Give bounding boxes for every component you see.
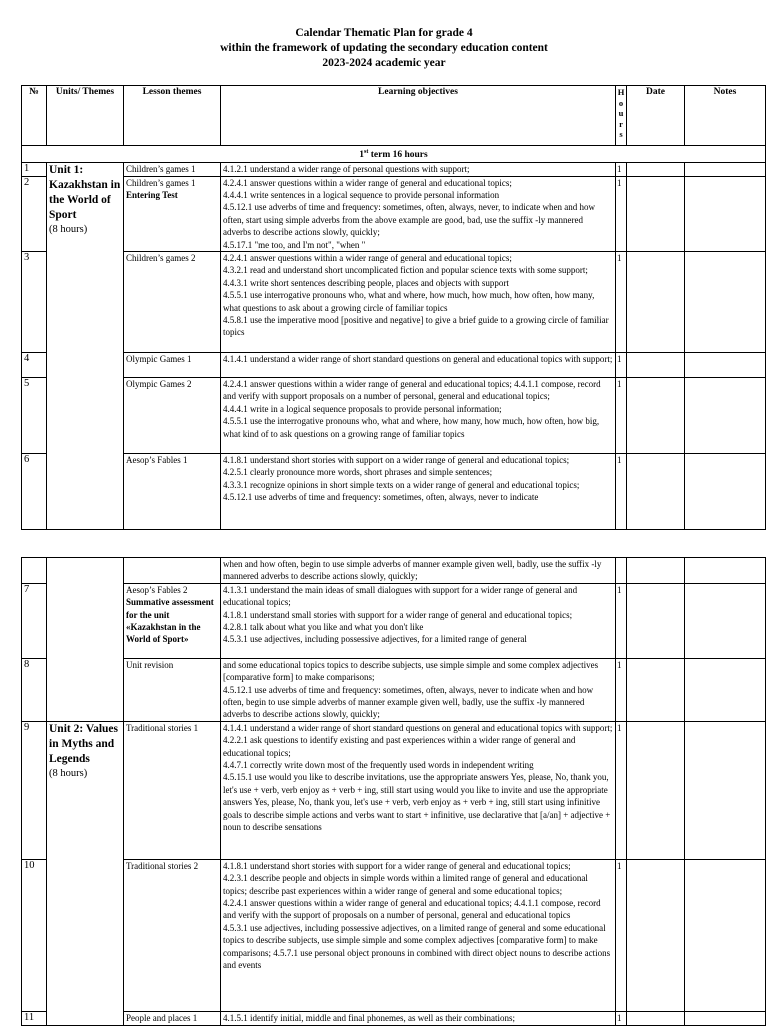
notes-cell: [685, 658, 766, 721]
date-cell: [627, 353, 685, 378]
objective-line: 4.3.2.1 read and understand short uncomplicated fiction and popular science texts with some support;: [223, 265, 588, 276]
objectives-cell: [221, 353, 616, 378]
unit-title: Unit 2: Values in Myths and Legends: [49, 722, 119, 765]
hours-letter: s: [619, 129, 623, 139]
lesson-theme: [124, 176, 221, 251]
lesson-theme: [124, 583, 221, 658]
doc-title-line-3: 2023-2024 academic year: [322, 57, 446, 69]
table-row: [22, 721, 766, 859]
table-row: [22, 583, 766, 658]
notes-cell: [685, 162, 766, 176]
objectives-cell: [221, 162, 616, 176]
lesson-theme: People and places 1: [124, 1011, 221, 1025]
date-cell: [627, 721, 685, 859]
row-number: 10: [22, 859, 47, 1011]
objective-line: 4.5.12.1 use adverbs of time and frequency: sometimes, often, always, never to indicate when and how often, begin to use simple adverbs of manner example given well, badly, use the suffix -ly mannered adverbs to describe actions slowly, quickly;: [223, 684, 594, 720]
hours-cell: 1: [616, 176, 627, 251]
objective-line: 4.2.3.1 describe people and objects in simple words within a limited range of general and educational topics; describe past experiences within a wider range of general and some educational topics;: [223, 873, 588, 896]
lesson-theme: Traditional stories 1: [124, 721, 221, 859]
objectives-cell: [221, 721, 616, 859]
objective-line: 4.1.4.1 understand a wider range of short standard questions on general and educational topics with support;: [223, 722, 613, 733]
row-number: 5: [22, 378, 47, 454]
objective-line: 4.1.8.1 understand short stories with support on a wider range of general and educational topics;: [223, 455, 570, 465]
date-cell: [627, 252, 685, 353]
objective-line: 4.1.2.1 understand a wider range of personal questions with support;: [223, 163, 470, 174]
table-row: [22, 162, 766, 176]
unit-title: Unit 1: Kazakhstan in the World of Sport: [49, 163, 121, 221]
objective-line: 4.2.2.1 ask questions to identify existing and past experiences within a wider range of general and educational topics;: [223, 735, 576, 758]
doc-title-line-1: Calendar Thematic Plan for grade 4: [295, 27, 473, 39]
lesson-theme: Olympic Games 1: [124, 353, 221, 378]
unit-hours: (8 hours): [49, 223, 88, 235]
objective-line: 4.5.17.1 "me too, and I'm not", "when ": [223, 239, 366, 250]
date-cell: [627, 378, 685, 454]
row-number: 6: [22, 454, 47, 530]
objective-line: 4.5.15.1 use would you like to describe invitations, use the appropriate answers Yes, please, No, thank you, let's use + verb, verb enjoy as + verb + ing, still start using would you like to invite and use the appropriate answers Yes, please, No, thank you, let's use + verb, verb enjoy as + verb + ing, still start using infinitive goals to describe simple actions and verbs want to start + infinitive, use declarative that [a/an] + adjective + noun to describe sensations: [223, 772, 611, 833]
lesson-name: Children’s games 1: [126, 177, 196, 188]
term-label: 1st term 16 hours: [22, 146, 766, 163]
table-row: [22, 454, 766, 530]
col-header-notes: Notes: [685, 86, 766, 146]
row-number: [22, 558, 47, 584]
objectives-cell: [221, 583, 616, 658]
row-number: 4: [22, 353, 47, 378]
objective-line: 4.2.4.1 answer questions within a wider range of general and educational topics; 4.4.1.1 compose, record and verify with support proposals on a number of personal, general and educational topics;: [223, 379, 601, 402]
objective-line: 4.4.7.1 correctly write down most of the frequently used words in independent writing: [223, 760, 534, 771]
objective-line: 4.5.12.1 use adverbs of time and frequency: sometimes, often, always, never, to indicate when and how often, start using simple adverbs from the above example are good, bad, use the suffix -ly mannered adverbs to describe actions slowly, quickly;: [223, 202, 596, 238]
thematic-plan-table: [21, 85, 766, 530]
objectives-cell: [221, 252, 616, 353]
hours-cell: 1: [616, 1011, 627, 1025]
objectives-continuation: when and how often, begin to use simple adverbs of manner example given well, badly, use the suffix -ly mannered adverbs to describe actions slowly, quickly;: [221, 558, 616, 584]
hours-cell: 1: [616, 454, 627, 530]
lesson-assessment: Entering Test: [126, 189, 178, 200]
objective-line: 4.1.8.1 understand small stories with support for a wider range of general and educational topics;: [223, 609, 573, 620]
objective-line: 4.2.4.1 answer questions within a wider range of general and educational topics;: [223, 253, 512, 263]
objective-line: 4.2.5.1 clearly pronounce more words, short phrases and simple sentences;: [223, 467, 493, 478]
date-cell: [627, 583, 685, 658]
objective-line: 4.2.8.1 talk about what you like and what you don't like: [223, 622, 424, 633]
notes-cell: [685, 353, 766, 378]
hours-cell: 1: [616, 378, 627, 454]
objective-line: 4.1.5.1 identify initial, middle and final phonemes, as well as their combinations;: [223, 1012, 515, 1023]
hours-cell: 1: [616, 721, 627, 859]
col-header-number: №: [22, 86, 47, 146]
objective-line: 4.5.3.1 use adjectives, including possessive adjectives, on a limited range of general and some educational topics to describe subjects, use simple simple and some complex adjectives [comparative form] to make comparisons; 4.5.7.1 use personal object pronouns in combined with direct object nouns to describe actions and events: [223, 922, 611, 971]
table-row: [22, 353, 766, 378]
objectives-cell: [221, 859, 616, 1011]
notes-cell: [685, 859, 766, 1011]
row-number: 9: [22, 721, 47, 859]
col-header-hours: [616, 86, 627, 146]
objectives-cell: [221, 176, 616, 251]
unit-cell: [47, 721, 124, 1025]
objective-line: and some educational topics topics to describe subjects, use simple simple and some complex adjectives [comparative form] to make comparisons;: [223, 659, 599, 683]
notes-cell: [685, 583, 766, 658]
table-row: [22, 1011, 766, 1025]
col-header-units: Units/ Themes: [47, 86, 124, 146]
lesson-name: Aesop’s Fables 2: [126, 584, 188, 595]
objectives-cell: [221, 1011, 616, 1025]
objectives-cell: [221, 658, 616, 721]
date-cell: [627, 658, 685, 721]
notes-cell: [685, 454, 766, 530]
objective-line: 4.4.4.1 write in a logical sequence proposals to provide personal information;: [223, 403, 502, 414]
notes-cell: [685, 378, 766, 454]
objective-line: 4.2.4.1 answer questions within a wider range of general and educational topics; 4.4.1.1 compose, record and verify with the support of proposals on a number of personal, general and educational topics: [223, 898, 601, 921]
objective-line: 4.5.12.1 use adverbs of time and frequency: sometimes, often, always, never to indicate: [223, 492, 539, 503]
row-number: 2: [22, 176, 47, 251]
hours-cell: 1: [616, 859, 627, 1011]
unit-hours: (8 hours): [49, 767, 88, 779]
hours-label-vertical: [616, 87, 626, 140]
table-header-row: [22, 86, 766, 146]
objective-line: 4.5.5.1 use the interrogative pronouns who, what and where, how many, how much, how often, how big, what kind of to ask questions on a growing range of familiar topics: [223, 416, 600, 439]
hours-cell: 1: [616, 658, 627, 721]
row-number: 8: [22, 658, 47, 721]
date-cell: [627, 454, 685, 530]
lesson-theme: Traditional stories 2: [124, 859, 221, 1011]
lesson-theme: Children’s games 1: [124, 162, 221, 176]
objectives-cell: [221, 378, 616, 454]
hours-cell: [616, 558, 627, 584]
date-cell: [627, 162, 685, 176]
unit-cell: [47, 558, 124, 722]
hours-letter: H: [617, 87, 625, 97]
objective-line: 4.2.4.1 answer questions within a wider range of general and educational topics;: [223, 177, 512, 188]
objective-line: 4.4.3.1 write short sentences describing people, places and objects with support: [223, 277, 509, 288]
hours-cell: 1: [616, 162, 627, 176]
date-cell: [627, 558, 685, 584]
notes-cell: [685, 176, 766, 251]
objective-line: 4.4.4.1 write sentences in a logical sequence to provide personal information: [223, 189, 500, 200]
row-number: 7: [22, 583, 47, 658]
thematic-plan-table-continued: [21, 557, 766, 1026]
hours-cell: 1: [616, 353, 627, 378]
lesson-assessment: Summative assessment for the unit «Kazakhstan in the World of Sport»: [126, 597, 214, 645]
objective-line: 4.5.3.1 use adjectives, including possessive adjectives, for a limited range of general: [223, 634, 527, 645]
date-cell: [627, 176, 685, 251]
hours-cell: 1: [616, 252, 627, 353]
hours-letter: r: [619, 118, 623, 129]
term-row: [22, 146, 766, 163]
lesson-theme: Aesop’s Fables 1: [124, 454, 221, 530]
table-row: [22, 658, 766, 721]
objective-line: 4.1.8.1 understand short stories with support for a wider range of general and educational topics;: [223, 860, 571, 871]
lesson-theme: Unit revision: [124, 658, 221, 721]
hours-cell: 1: [616, 583, 627, 658]
table-row-continuation: [22, 558, 766, 584]
col-header-lessons: Lesson themes: [124, 86, 221, 146]
table-row: [22, 176, 766, 251]
objective-line: 4.1.3.1 understand the main ideas of small dialogues with support for a wider range of general and educational topics;: [223, 584, 578, 608]
notes-cell: [685, 558, 766, 584]
unit-cell: [47, 162, 124, 529]
date-cell: [627, 1011, 685, 1025]
date-cell: [627, 859, 685, 1011]
doc-title-line-2: within the framework of updating the secondary education content: [220, 42, 548, 54]
notes-cell: [685, 721, 766, 859]
notes-cell: [685, 252, 766, 353]
objective-line: 4.3.3.1 recognize opinions in short simple texts on a wider range of general and educational topics;: [223, 479, 580, 490]
row-number: 3: [22, 252, 47, 353]
lesson-theme: Olympic Games 2: [124, 378, 221, 454]
row-number: 1: [22, 162, 47, 176]
col-header-date: Date: [627, 86, 685, 146]
table-row: [22, 378, 766, 454]
lesson-theme: [124, 558, 221, 584]
row-number: 11: [22, 1011, 47, 1025]
objectives-cell: [221, 454, 616, 530]
hours-letter: o: [618, 97, 624, 108]
objective-line: 4.1.4.1 understand a wider range of short standard questions on general and educational topics with support;: [223, 354, 613, 364]
objective-line: 4.5.5.1 use interrogative pronouns who, what and where, how much, how much, how often, how many, what questions to ask about a growing circle of familiar topics: [223, 290, 595, 313]
notes-cell: [685, 1011, 766, 1025]
col-header-objectives: Learning objectives: [221, 86, 616, 146]
objective-line: 4.5.8.1 use the imperative mood [positive and negative] to give a brief guide to a growing circle of familiar topics: [223, 315, 609, 338]
table-row: [22, 859, 766, 1011]
table-row: [22, 252, 766, 353]
hours-letter: u: [618, 108, 624, 118]
lesson-theme: Children’s games 2: [124, 252, 221, 353]
